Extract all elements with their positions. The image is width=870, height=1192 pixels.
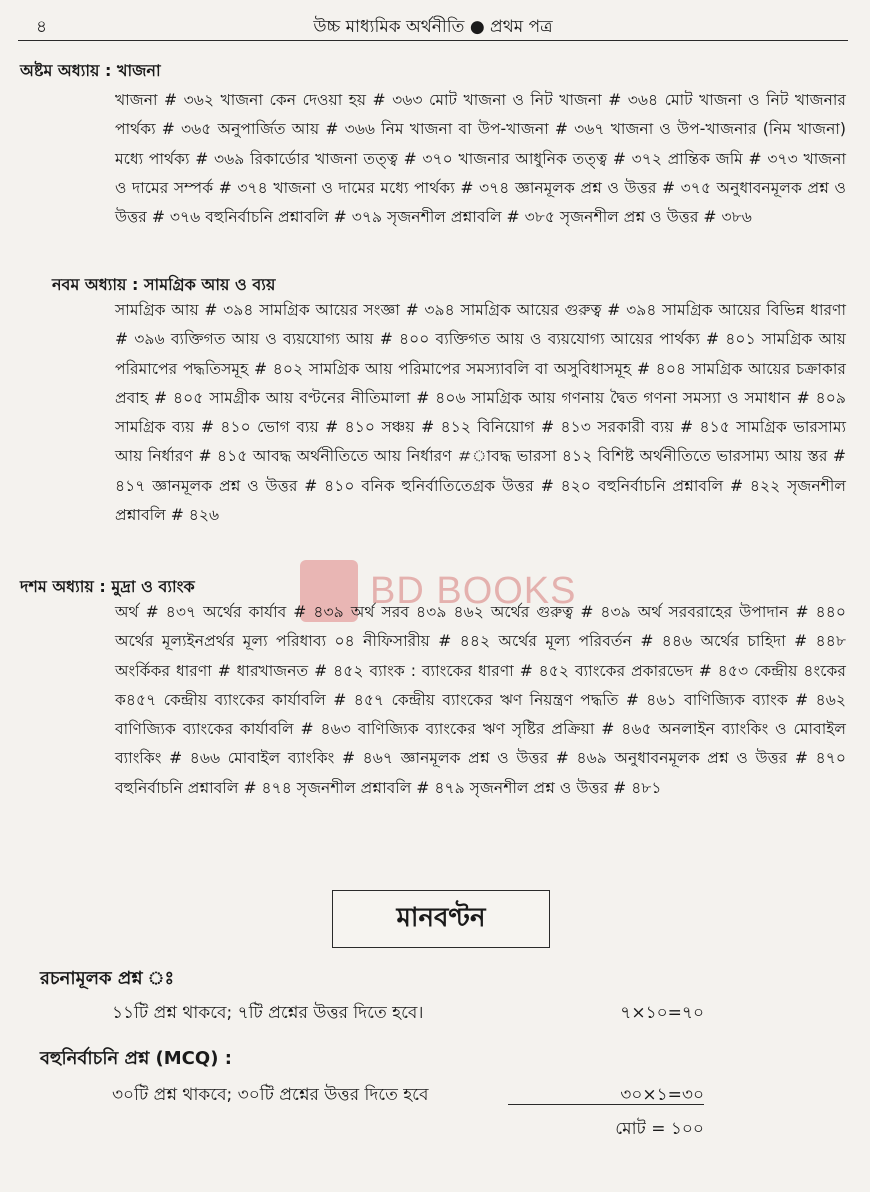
total-marks: মোট = ১০০: [615, 1119, 704, 1139]
chapter-heading: অষ্টম অধ্যায় : খাজনা: [20, 61, 161, 80]
creative-marks: ৭×১০=৭০: [620, 1003, 704, 1023]
chapter-contents: সামগ্রিক আয় # ৩৯৪ সামগ্রিক আয়ের সংজ্ঞা # ৩৯৪ সামগ্রিক আয়ের গুরুত্ব # ৩৯৪ সামগ্রিক আয়ের বিভিন্ন ধারণা # ৩৯৬ ব্যক্তিগত আয় ও ব্যয়যোগ্য আয় # ৪০০ ব্যক্তিগত আয় ও ব্যয়যোগ্য আয়ের পার্থক্য # ৪০১ সামগ্রিক আয় পরিমাপের পদ্ধতিসমূহ # ৪০২ সামগ্রিক আয় পরিমাপের সমস্যাবলি বা অসুবিধাসমূহ # ৪০৪ সামগ্রিক আয়ের চক্রাকার প্রবাহ # ৪০৫ সামগ্রীক আয় বণ্টনের নীতিমালা # ৪০৬ সামগ্রিক আয় গণনায় দ্বৈত গণনা সমস্যা ও সমাধান # ৪০৯ সামগ্রিক ব্যয় # ৪১০ ভোগ ব্যয় # ৪১০ সঞ্চয় # ৪১২ বিনিয়োগ # ৪১৩ সরকারী ব্যয় # ৪১৫ সামগ্রিক ভারসাম্য আয় নির্ধারণ # ৪১৫ আবদ্ধ অর্থনীতিতে আয় নির্ধারণ #াবদ্ধ ভারসা ৪১২ বিশিষ্ট অর্থনীতিতে ভারসাম্য আয় স্তর # ৪১৭ জ্ঞানমূলক প্রশ্ন ও উত্তর # ৪১০ বনিক হুনির্বাতিতেগ্রক উত্তর # ৪২০ বহুনির্বাচনি প্রশ্নাবলি # ৪২২ সৃজনশীল প্রশ্নাবলি # ৪২৬: [115, 301, 846, 525]
page-number: ৪: [36, 17, 48, 37]
page-header: [18, 6, 848, 41]
chapter-contents: অর্থ # ৪৩৭ অর্থের কার্যাব # ৪৩৯ অর্থ সরব ৪৩৯ ৪৬২ অর্থের গুরুত্ব # ৪৩৯ অর্থ সরবরাহের উপাদান # ৪৪০ অর্থের মূল্যইনপ্রর্থর মূল্য পরিধাব্য ০৪ নীফিসারীয় # ৪৪২ অর্থের মূল্য পরিবর্তন # ৪৪৬ অর্থের চাহিদা # ৪৪৮ অংর্কিকর ধারণা # ধারখাজনত # ৪৫২ ব্যাংক : ব্যাংকের ধারণা # ৪৫২ ব্যাংকের প্রকারভেদ # ৪৫৩ কেন্দ্রীয় ৪ংকের ক৪৫৭ কেন্দ্রীয় ব্যাংকের কার্যাবলি # ৪৫৭ কেন্দ্রীয় ব্যাংকের ঋণ নিয়ন্ত্রণ পদ্ধতি # ৪৬১ বাণিজ্যিক ব্যাংক # ৪৬২ বাণিজ্যিক ব্যাংকের কার্যাবলি # ৪৬৩ বাণিজ্যিক ব্যাংকের ঋণ সৃষ্টির প্রক্রিয়া # ৪৬৫ অনলাইন ব্যাংকিং ও মোবাইল ব্যাংকিং # ৪৬৬ মোবাইল ব্যাংকিং # ৪৬৭ জ্ঞানমূলক প্রশ্ন ও উত্তর # ৪৬৯ অনুধাবনমূলক প্রশ্ন ও উত্তর # ৪৭০ বহুনির্বাচনি প্রশ্নাবলি # ৪৭৪ সৃজনশীল প্রশ্নাবলি # ৪৭৯ সৃজনশীল প্রশ্ন ও উত্তর # ৪৮১: [115, 603, 846, 797]
mcq-section-title: বহুনির্বাচনি প্রশ্ন (MCQ) :: [40, 1048, 232, 1069]
chapter-heading: দশম অধ্যায় : মুদ্রা ও ব্যাংক: [20, 577, 195, 596]
running-title: উচ্চ মাধ্যমিক অর্থনীতি ● প্রথম পত্র: [313, 17, 553, 37]
chapter-heading: নবম অধ্যায় : সামগ্রিক আয় ও ব্যয়: [52, 275, 276, 294]
creative-rule: ১১টি প্রশ্ন থাকবে; ৭টি প্রশ্নের উত্তর দিতে হবে।: [112, 1003, 424, 1023]
creative-section-title: রচনামূলক প্রশ্ন ঃ: [40, 968, 175, 989]
mcq-rule: ৩০টি প্রশ্ন থাকবে; ৩০টি প্রশ্নের উত্তর দিতে হবে: [112, 1085, 429, 1105]
chapter-contents: খাজনা # ৩৬২ খাজনা কেন দেওয়া হয় # ৩৬৩ মোট খাজনা ও নিট খাজনা # ৩৬৪ মোট খাজনা ও নিট খাজনার পার্থক্য # ৩৬৫ অনুপার্জিত আয় # ৩৬৬ নিম খাজনা বা উপ-খাজনা # ৩৬৭ খাজনা ও উপ-খাজনার (নিম খাজনা) মধ্যে পার্থক্য # ৩৬৯ রিকার্ডোর খাজনা তত্ত্ব # ৩৭০ খাজনার আধুনিক তত্ত্ব # ৩৭২ প্রান্তিক জমি # ৩৭৩ খাজনা ও দামের সম্পর্ক # ৩৭৪ খাজনা ও দামের মধ্যে পার্থক্য # ৩৭৪ জ্ঞানমূলক প্রশ্ন ও উত্তর # ৩৭৫ অনুধাবনমূলক প্রশ্ন ও উত্তর # ৩৭৬ বহুনির্বাচনি প্রশ্নাবলি # ৩৭৯ সৃজনশীল প্রশ্নাবলি # ৩৮৫ সৃজনশীল প্রশ্ন ও উত্তর # ৩৮৬: [115, 91, 846, 227]
watermark-text: BD BOOKS: [370, 569, 577, 612]
distribution-title: মানবণ্টন: [332, 890, 550, 948]
mcq-marks: ৩০×১=৩০: [620, 1085, 704, 1105]
